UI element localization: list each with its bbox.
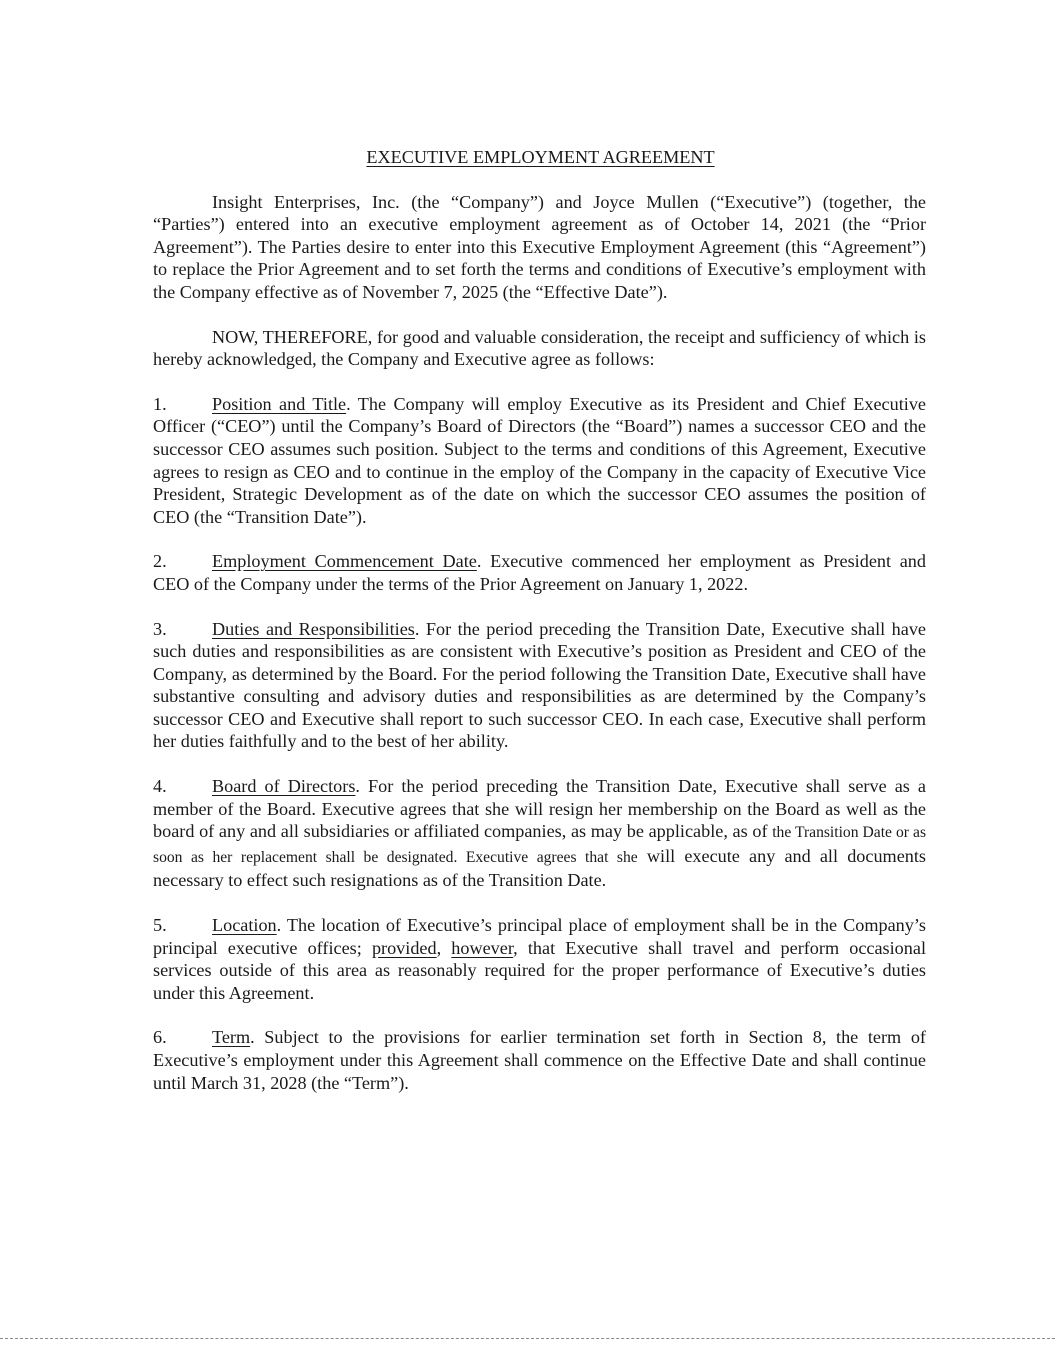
section-text: , that Executive shall travel and perform occasional services outside of this area as reasonably required for the proper performance of Executive’s duties under this Agreement. (153, 937, 926, 1003)
section-text: . For the period preceding the Transition Date, Executive shall have such duties and responsibilities as are consistent with Executive’s position as President and CEO of the Company, as determined by the Board. For the period following the Transition Date, Executive shall have substantive consulting and advisory duties and responsibilities as are determined by the Company’s successor CEO and Executive shall report to such successor CEO. In each case, Executive shall perform her duties faithfully and to the best of her ability. (153, 618, 926, 752)
section-heading: Term (212, 1027, 251, 1048)
section-heading: Location (212, 915, 277, 936)
section-heading: Position and Title (212, 393, 347, 414)
section-number: 5. (153, 915, 167, 936)
section-heading: Employment Commencement Date (212, 551, 477, 572)
section-3 (153, 618, 926, 754)
section-5 (153, 914, 926, 1004)
intro-paragraph: Insight Enterprises, Inc. (the “Company”) and Joyce Mullen (“Executive”) (together, the “Parties”) entered into an executive employment agreement as of October 14, 2021 (the “Prior Agreement”). The Parties desire to enter into this Executive Employment Agreement (this “Agreement”) to replace the Prior Agreement and to set forth the terms and conditions of Executive’s employment with the Company effective as of November 7, 2025 (the “Effective Date”). (153, 191, 926, 302)
however-term: however (451, 937, 514, 958)
section-text: . The location of Executive’s principal place of employment shall be in the Company’s principal executive offices; (153, 915, 926, 958)
section-6 (153, 1026, 926, 1094)
section-1 (153, 393, 926, 529)
section-text-small: the Transition Date or as soon as her replacement shall be designated. Executive agrees that she (153, 824, 927, 866)
section-number: 1. (153, 393, 167, 414)
section-4 (153, 775, 926, 892)
section-2 (153, 550, 926, 595)
section-heading: Board of Directors (212, 776, 356, 797)
section-number: 2. (153, 551, 167, 572)
section-text: . Executive commenced her employment as President and CEO of the Company under the terms of the Prior Agreement on January 1, 2022. (153, 551, 926, 594)
provided-term: provided (371, 937, 437, 958)
section-text: . For the period preceding the Transition Date, Executive shall serve as a member of the Board. Executive agrees that she will resign her membership on the Board as well as the board of any and all subsidiaries or affiliated companies, as may be applicable, as of (153, 776, 926, 842)
comma: , (436, 937, 452, 958)
now-therefore-paragraph: NOW, THEREFORE, for good and valuable consideration, the receipt and sufficiency of which is hereby acknowledged, the Company and Executive agree as follows: (153, 326, 926, 370)
section-heading: Duties and Responsibilities (212, 618, 415, 639)
section-number: 4. (153, 776, 167, 797)
section-number: 3. (153, 618, 167, 639)
section-text: will execute any and all documents necessary to effect such resignations as of the Transition Date. (153, 845, 926, 891)
page-bottom-rule (0, 1338, 1055, 1339)
section-text: . Subject to the provisions for earlier termination set forth in Section 8, the term of Executive’s employment under this Agreement shall commence on the Effective Date and shall continue until March 31, 2028 (the “Term”). (153, 1027, 926, 1093)
document-title: EXECUTIVE EMPLOYMENT AGREEMENT (366, 147, 715, 167)
section-text: . The Company will employ Executive as its President and Chief Executive Officer (“CEO”) until the Company’s Board of Directors (the “Board”) names a successor CEO and the successor CEO assumes such position. Subject to the terms and conditions of this Agreement, Executive agrees to resign as CEO and to continue in the employ of the Company in the capacity of Executive Vice President, Strategic Development as of the date on which the successor CEO assumes the position of CEO (the “Transition Date”). (153, 393, 926, 527)
section-number: 6. (153, 1027, 167, 1048)
document-page (153, 146, 926, 1116)
